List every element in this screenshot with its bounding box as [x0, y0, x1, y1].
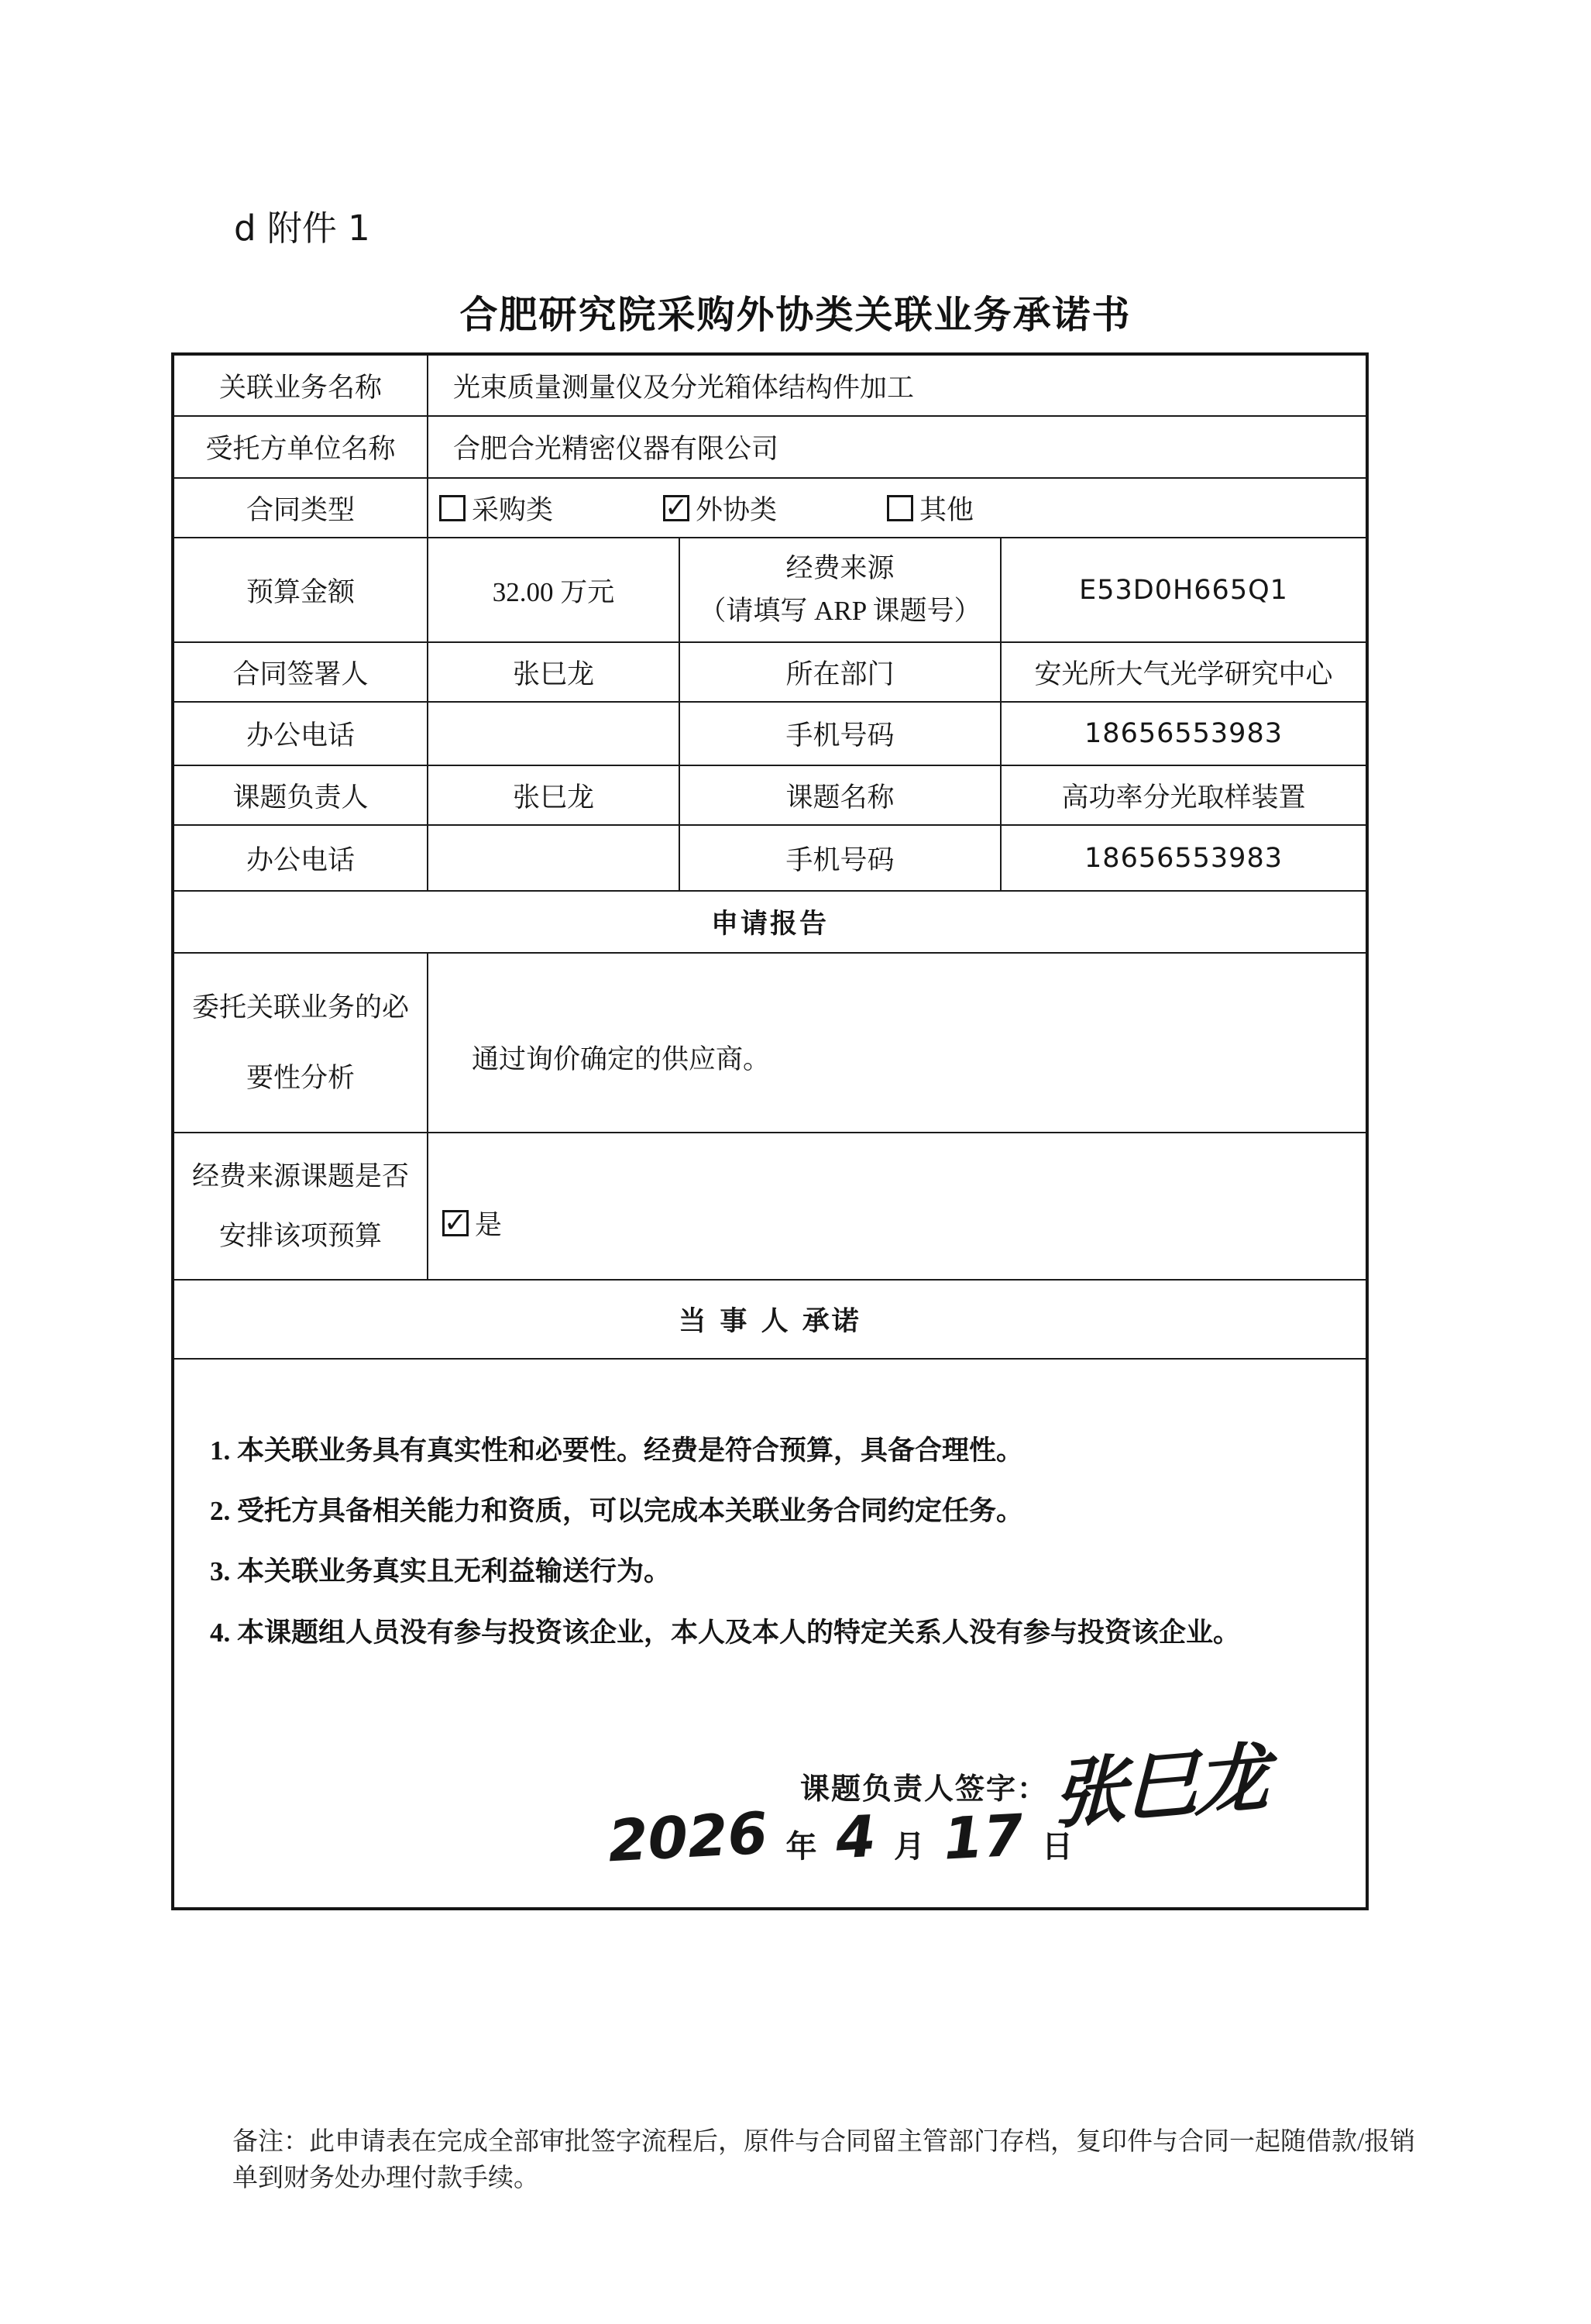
funding-source-label-line2: （请填写 ARP 课题号）: [699, 595, 981, 626]
checkbox-yes-checked: ✓: [443, 1207, 468, 1239]
pi-value: 张巳龙: [428, 765, 679, 825]
attachment-label: d 附件 1: [234, 208, 370, 249]
contract-type-option-purchase: [439, 489, 553, 528]
footer-note: [232, 2124, 1448, 2197]
necessity-label-line1: 委托关联业务的必: [191, 992, 409, 1023]
office-phone-value-1: [428, 702, 679, 765]
month-unit: 月: [894, 1829, 926, 1865]
necessity-value: 通过询价确定的供应商。: [428, 953, 1367, 1133]
checkbox-outsourcing-checked: ✓: [664, 491, 689, 524]
trustee-value: 合肥合光精密仪器有限公司: [428, 416, 1367, 478]
table-row-budget: [173, 538, 1367, 642]
contract-type-option-outsourcing-label: 外协类: [696, 494, 778, 525]
checkbox-purchase-unchecked: [439, 495, 466, 521]
table-row-office-phone-1: [173, 702, 1367, 765]
office-phone-label-2: 办公电话: [173, 825, 428, 891]
budget-arranged-value: [428, 1133, 1367, 1280]
necessity-label: [173, 953, 428, 1133]
table-row-contract-type: [173, 478, 1367, 538]
contract-type-options: [428, 478, 1367, 538]
budget-arranged-option-yes-label: 是: [475, 1210, 503, 1240]
commitment-item-2: 2. 受托方具备相关能力和资质，可以完成本关联业务合同约定任务。: [210, 1496, 1024, 1527]
project-name-label: 课题名称: [679, 765, 1001, 825]
table-row-budget-arranged: [173, 1133, 1367, 1280]
contract-type-option-outsourcing: [663, 489, 777, 528]
application-report-header: 申请报告: [173, 891, 1367, 953]
pi-label: 课题负责人: [173, 765, 428, 825]
department-value: 安光所大气光学研究中心: [1001, 642, 1367, 702]
footer-note-line2: 单到财务处办理付款手续。: [232, 2164, 539, 2192]
funding-source-value: E53D0H665Q1: [1001, 538, 1367, 642]
mobile-value-2: 18656553983: [1001, 825, 1367, 891]
day-unit: 日: [1042, 1829, 1074, 1865]
budget-label: 预算金额: [173, 538, 428, 642]
table-row-trustee: [173, 416, 1367, 478]
budget-value: 32.00 万元: [428, 538, 679, 642]
commitment-header: 当 事 人 承诺: [173, 1280, 1367, 1359]
footer-note-line1: 备注：此申请表在完成全部审批签字流程后，原件与合同留主管部门存档，复印件与合同一起随借款/报销: [232, 2128, 1416, 2156]
page-title: 合肥研究院采购外协类关联业务承诺书: [459, 293, 1132, 337]
commitment-item-4: 4. 本课题组人员没有参与投资该企业，本人及本人的特定关系人没有参与投资该企业。: [210, 1617, 1241, 1648]
table-row-necessity: [173, 953, 1367, 1133]
signer-label: 合同签署人: [173, 642, 428, 702]
budget-arranged-label-line2: 安排该项预算: [218, 1221, 382, 1251]
handwritten-signature: 张巳龙: [1052, 1733, 1267, 1840]
mobile-label-1: 手机号码: [679, 702, 1001, 765]
office-phone-value-2: [428, 825, 679, 891]
department-label: 所在部门: [679, 642, 1001, 702]
contract-type-option-purchase-label: 采购类: [472, 494, 554, 525]
project-name-value: 高功率分光取样装置: [1001, 765, 1367, 825]
year-unit: 年: [785, 1829, 817, 1865]
table-row-application-report-header: [173, 891, 1367, 953]
commitment-item-3: 3. 本关联业务真实且无利益输送行为。: [210, 1556, 672, 1587]
contract-type-label: 合同类型: [173, 478, 428, 538]
funding-source-label: [679, 538, 1001, 642]
budget-arranged-label: [173, 1133, 428, 1280]
table-row-signer: [173, 642, 1367, 702]
business-name-value: 光束质量测量仪及分光箱体结构件加工: [428, 354, 1367, 416]
commitments-cell: [173, 1359, 1367, 1909]
contract-type-option-other-label: 其他: [919, 494, 974, 525]
handwritten-year: 2026: [606, 1800, 769, 1875]
business-name-label: 关联业务名称: [173, 354, 428, 416]
budget-arranged-option-yes: [442, 1204, 502, 1243]
mobile-value-1: 18656553983: [1001, 702, 1367, 765]
signer-value: 张巳龙: [428, 642, 679, 702]
handwritten-day: 17: [941, 1802, 1026, 1873]
handwritten-month: 4: [833, 1803, 878, 1872]
table-row-office-phone-2: [173, 825, 1367, 891]
table-row-commitments: [173, 1359, 1367, 1909]
commitment-form-table: [171, 352, 1369, 1910]
table-row-pi: [173, 765, 1367, 825]
checkbox-other-unchecked: [887, 495, 913, 521]
office-phone-label-1: 办公电话: [173, 702, 428, 765]
funding-source-label-line1: 经费来源: [785, 553, 895, 584]
necessity-label-line2: 要性分析: [246, 1063, 355, 1093]
trustee-label: 受托方单位名称: [173, 416, 428, 478]
commitment-item-1: 1. 本关联业务具有真实性和必要性。经费是符合预算，具备合理性。: [210, 1435, 1024, 1466]
mobile-label-2: 手机号码: [679, 825, 1001, 891]
contract-type-option-other: [887, 489, 974, 528]
table-row-commitment-header: [173, 1280, 1367, 1359]
signature-label: 课题负责人签字：: [800, 1773, 1049, 1807]
table-row-business-name: [173, 354, 1367, 416]
budget-arranged-label-line1: 经费来源课题是否: [191, 1161, 409, 1191]
